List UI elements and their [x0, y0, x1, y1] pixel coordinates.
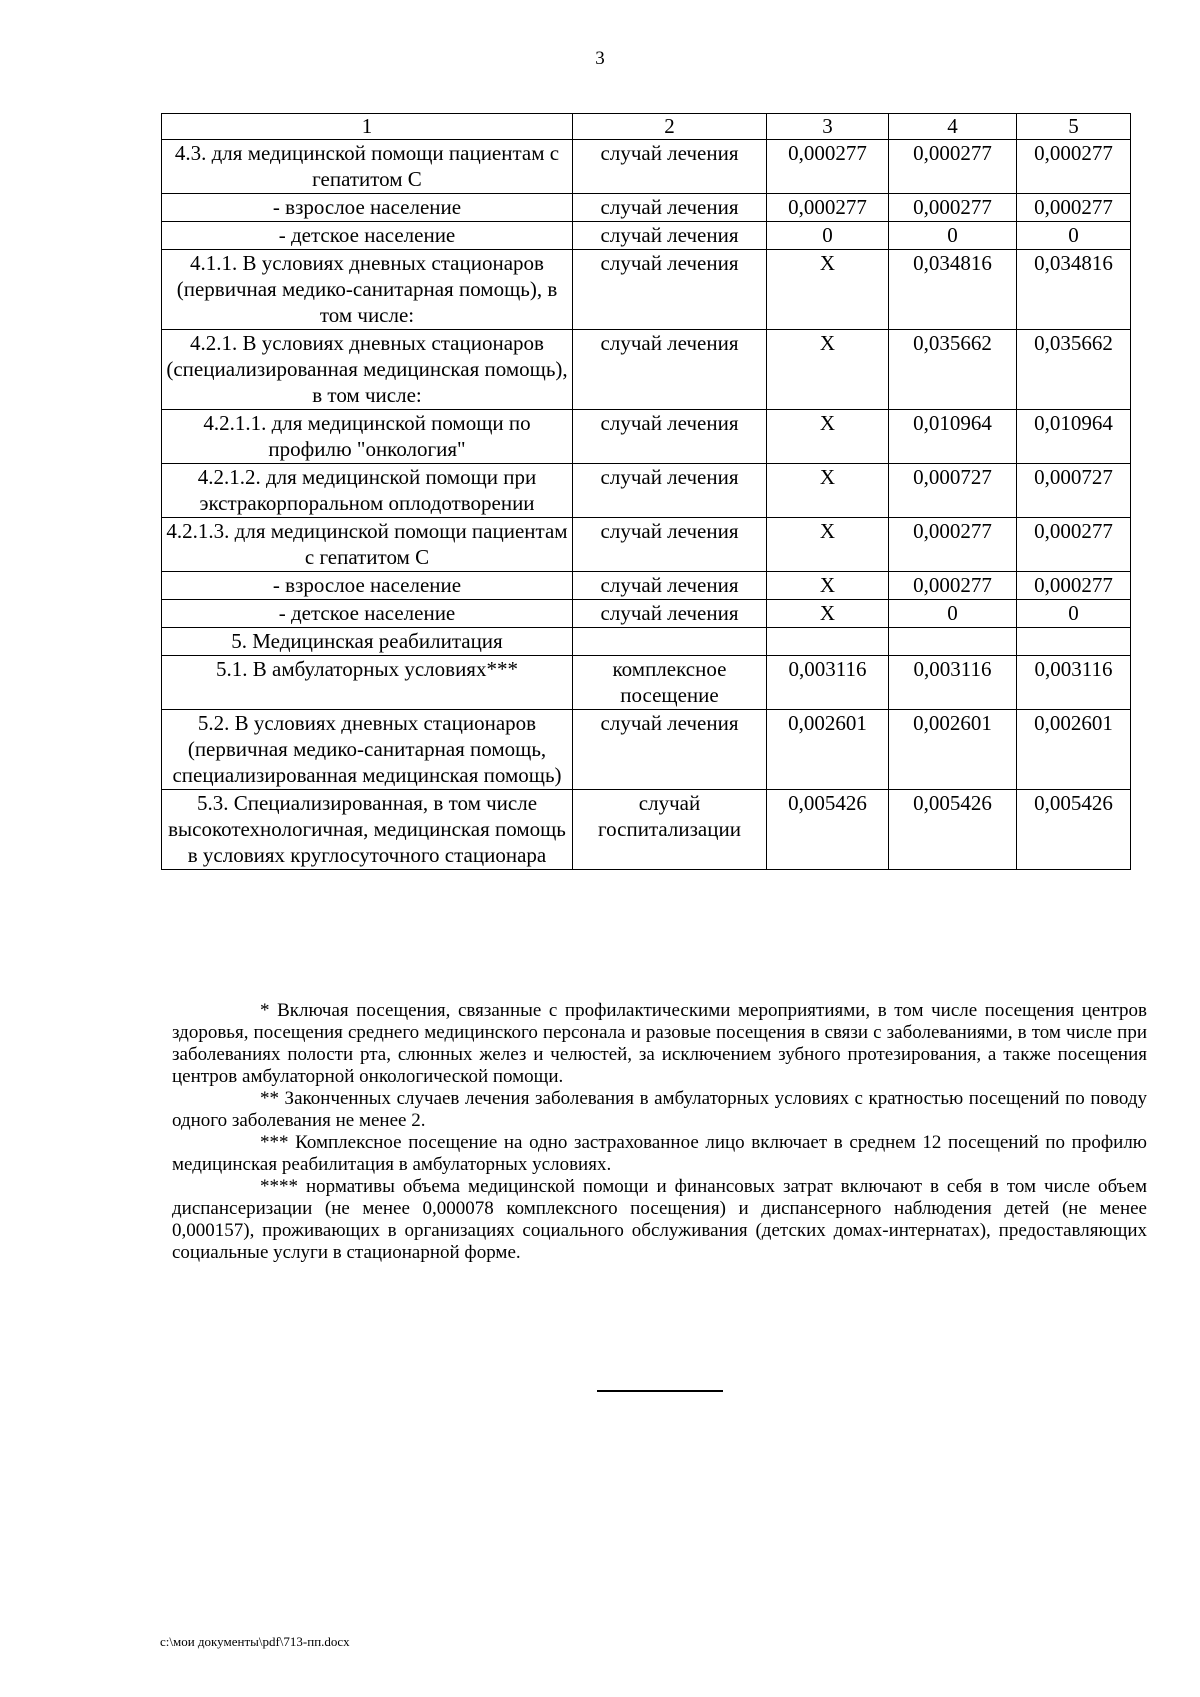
value-cell: 0,010964: [1017, 410, 1131, 464]
table-header-row: [162, 114, 1131, 140]
value-cell: 0,000277: [889, 572, 1017, 600]
value-cell: X: [767, 572, 889, 600]
table-row: [162, 330, 1131, 410]
row-label-cell: 4.2.1.3. для медицинской помощи пациентам с гепатитом С: [162, 518, 573, 572]
unit-cell: случай лечения: [573, 222, 767, 250]
row-label-cell: - детское население: [162, 222, 573, 250]
unit-cell: случай лечения: [573, 194, 767, 222]
table-row: [162, 140, 1131, 194]
value-cell: 0,000277: [767, 140, 889, 194]
data-table: [161, 113, 1131, 870]
page-number: 3: [595, 48, 605, 69]
value-cell: 0,000277: [1017, 194, 1131, 222]
value-cell: [1017, 628, 1131, 656]
row-label-cell: 4.2.1. В условиях дневных стационаров (специализированная медицинская помощь), в том числе:: [162, 330, 573, 410]
value-cell: 0,035662: [889, 330, 1017, 410]
header-cell: 4: [889, 114, 1017, 140]
end-separator-line: [597, 1390, 723, 1392]
row-label-cell: 4.3. для медицинской помощи пациентам с гепатитом С: [162, 140, 573, 194]
row-label-cell: 5.1. В амбулаторных условиях***: [162, 656, 573, 710]
value-cell: X: [767, 464, 889, 518]
footnote: *** Комплексное посещение на одно застрахованное лицо включает в среднем 12 посещений по профилю медицинская реабилитация в амбулаторных условиях.: [172, 1132, 1147, 1175]
footnote: ** Законченных случаев лечения заболевания в амбулаторных условиях с кратностью посещений по поводу одного заболевания не менее 2.: [172, 1088, 1147, 1131]
value-cell: 0,000727: [889, 464, 1017, 518]
unit-cell: случай лечения: [573, 410, 767, 464]
value-cell: X: [767, 330, 889, 410]
value-cell: 0,034816: [1017, 250, 1131, 330]
value-cell: [767, 628, 889, 656]
value-cell: 0: [767, 222, 889, 250]
table-row: [162, 222, 1131, 250]
header-cell: 2: [573, 114, 767, 140]
value-cell: X: [767, 600, 889, 628]
row-label-cell: 5.3. Специализированная, в том числе высокотехнологичная, медицинская помощь в условиях круглосуточного стационара: [162, 790, 573, 870]
unit-cell: [573, 628, 767, 656]
unit-cell: случай лечения: [573, 710, 767, 790]
value-cell: 0,000277: [1017, 572, 1131, 600]
unit-cell: случай лечения: [573, 464, 767, 518]
header-cell: 1: [162, 114, 573, 140]
value-cell: 0: [889, 222, 1017, 250]
unit-cell: комплексное посещение: [573, 656, 767, 710]
value-cell: 0: [1017, 222, 1131, 250]
row-label-cell: 4.1.1. В условиях дневных стационаров (первичная медико-санитарная помощь), в том числе:: [162, 250, 573, 330]
value-cell: 0,000277: [889, 140, 1017, 194]
table-row: [162, 656, 1131, 710]
unit-cell: случай госпитализации: [573, 790, 767, 870]
row-label-cell: 5.2. В условиях дневных стационаров (первичная медико-санитарная помощь, специализированная медицинская помощь): [162, 710, 573, 790]
table-row: [162, 250, 1131, 330]
value-cell: 0,002601: [767, 710, 889, 790]
value-cell: [889, 628, 1017, 656]
row-label-cell: 5. Медицинская реабилитация: [162, 628, 573, 656]
header-cell: 3: [767, 114, 889, 140]
value-cell: 0: [1017, 600, 1131, 628]
row-label-cell: - взрослое население: [162, 572, 573, 600]
value-cell: 0,000277: [767, 194, 889, 222]
table-row: [162, 194, 1131, 222]
value-cell: 0,003116: [767, 656, 889, 710]
unit-cell: случай лечения: [573, 572, 767, 600]
value-cell: 0,005426: [889, 790, 1017, 870]
unit-cell: случай лечения: [573, 518, 767, 572]
table-row: [162, 628, 1131, 656]
value-cell: X: [767, 518, 889, 572]
value-cell: 0,000277: [889, 194, 1017, 222]
table-row: [162, 410, 1131, 464]
table-row: [162, 790, 1131, 870]
footnote: **** нормативы объема медицинской помощи и финансовых затрат включают в себя в том числе объем диспансеризации (не менее 0,000078 комплексного посещения) и диспансерного наблюдения детей (не менее 0,000157), проживающих в организациях социального обслуживания (детских домах-интернатах), предоставляющих социальные услуги в стационарной форме.: [172, 1176, 1147, 1263]
value-cell: 0,000277: [1017, 518, 1131, 572]
value-cell: 0,010964: [889, 410, 1017, 464]
value-cell: 0,034816: [889, 250, 1017, 330]
footnotes: [172, 1000, 1147, 1264]
table-row: [162, 710, 1131, 790]
row-label-cell: - взрослое население: [162, 194, 573, 222]
unit-cell: случай лечения: [573, 250, 767, 330]
value-cell: 0,000727: [1017, 464, 1131, 518]
value-cell: 0,002601: [1017, 710, 1131, 790]
table-row: [162, 464, 1131, 518]
row-label-cell: 4.2.1.2. для медицинской помощи при экстракорпоральном оплодотворении: [162, 464, 573, 518]
footer-file-path: c:\мои документы\pdf\713-пп.docx: [160, 1634, 350, 1649]
unit-cell: случай лечения: [573, 140, 767, 194]
row-label-cell: 4.2.1.1. для медицинской помощи по профилю "онкология": [162, 410, 573, 464]
value-cell: 0,000277: [1017, 140, 1131, 194]
value-cell: 0,035662: [1017, 330, 1131, 410]
value-cell: X: [767, 410, 889, 464]
unit-cell: случай лечения: [573, 600, 767, 628]
value-cell: X: [767, 250, 889, 330]
value-cell: 0,003116: [1017, 656, 1131, 710]
value-cell: 0,005426: [1017, 790, 1131, 870]
table-row: [162, 600, 1131, 628]
footnote: * Включая посещения, связанные с профилактическими мероприятиями, в том числе посещения центров здоровья, посещения среднего медицинского персонала и разовые посещения в связи с заболеваниями, в том числе при заболеваниях полости рта, слюнных желез и челюстей, за исключением зубного протезирования, а также посещения центров амбулаторной онкологической помощи.: [172, 1000, 1147, 1087]
row-label-cell: - детское население: [162, 600, 573, 628]
table-row: [162, 518, 1131, 572]
value-cell: 0,000277: [889, 518, 1017, 572]
table-row: [162, 572, 1131, 600]
value-cell: 0,003116: [889, 656, 1017, 710]
header-cell: 5: [1017, 114, 1131, 140]
value-cell: 0: [889, 600, 1017, 628]
value-cell: 0,002601: [889, 710, 1017, 790]
value-cell: 0,005426: [767, 790, 889, 870]
unit-cell: случай лечения: [573, 330, 767, 410]
